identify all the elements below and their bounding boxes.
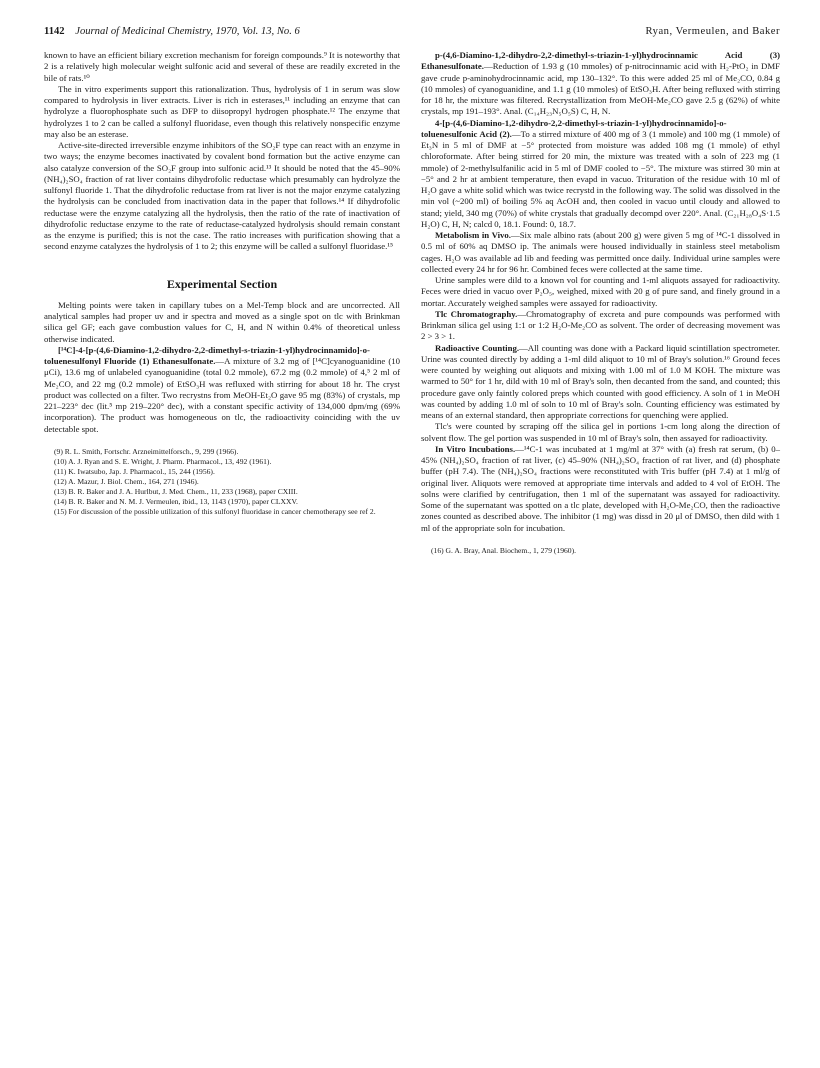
method-text: —All counting was done with a Packard liquid scintillation spectrometer. Urine was counted directly by adding a 1-ml dild aliquot to 10 ml of Bray's solution.¹⁶ Ground feces were counted by weighing out aliquots and mixing with 1.00 ml of 1.0 M KOH. The mixture was warmed to 50° for 1 hr, dild with 10 ml of Bray's soln, then decanted from the sand, and counted; this procedure gave only faintly colored preps which counted with good efficiency. A soln of 1 in MeOH was counted by adding 1.0 ml of soln to 10 ml of Bray's soln. Counting efficiency was estimated by means of an external standard, then appropriate corrections for quenching were applied. [421,342,780,420]
footnote: (16) G. A. Bray, Anal. Biochem., 1, 279 (1960). [431,545,577,555]
footnote: (14) B. R. Baker and N. M. J. Vermeulen, ibid., 13, 1143 (1970), paper CLXXV. [54,496,298,506]
method-title: Tlc Chromatography. [435,308,518,319]
footnote: (13) B. R. Baker and J. A. Hurlbut, J. Med. Chem., 11, 233 (1968), paper CXIII. [54,486,298,496]
body-paragraph: Tlc's were counted by scraping off the silica gel in portions 1-cm long along the direction of solvent flow. The gel portion was suspended in 10 ml of Bray's soln, then assayed for radioactivity. [421,421,780,443]
section-heading: Experimental Section [166,276,278,291]
left-column [44,50,400,517]
method-paragraph [421,309,780,343]
footnote: (10) A. J. Ryan and S. E. Wright, J. Pharm. Pharmacol., 13, 492 (1961). [54,456,272,466]
compound-paragraph [421,118,780,231]
compound-procedure: —A mixture of 3.2 mg of [¹⁴C]cyanoguanidine (10 μCi), 13.6 mg of unlabeled cyanoguanidine (total 0.2 mmole), 67.2 mg (0.2 mmole) of 4,⁵ 2 ml of Me₂CO, and 22 mg (0.2 mmole) of EtSO₃H was refluxed with stirring for about 18 hr. The cryst product was collected on a filter. Two recrystns from MeOH-Et₂O gave 95 mg (83%) of crystals, mp 221–223° dec (lit.⁵ mp 219–220° dec), with a constant specific activity of 134,000 dpm/mg (69% incorporation). The product was homogeneous on tlc, the radioactivity coinciding with the uv detectable spot. [44,356,400,434]
footnote: (12) A. Mazur, J. Biol. Chem., 164, 271 (1946). [54,476,199,486]
compound-procedure: —Reduction of 1.93 g (10 mmoles) of p-nitrocinnamic acid with H₂-PtO₂ in DMF gave crude p-aminohydrocinnamic acid, mp 130–132°. To this were added 25 ml of Me₂CO, 0.84 g (10 mmoles) of cyanoguanidine, and 1.1 g (10 mmoles) of EtSO₃H. After being refluxed with stirring for 18 hr, the mixture was filtered. Recrystallization from MeOH-Me₂CO gave 2.5 g (62%) of white crystals, mp 191–193°. Anal. (C₁₄H₂₃N₅O₅S) C, H, N. [421,61,780,117]
body-paragraph: Active-site-directed irreversible enzyme inhibitors of the SO₂F type can react with an enzyme in two ways; the enzyme becomes inactivated by covalent bond formation but the active enzyme can also catalyze conversion of the SO₂F group into sulfonic acid.¹³ It should be noted that the 45–90% (NH₄)₂SO₄ fraction of rat liver contains dihydrofolic reductase which presumably can hydrolyze the sulfonyl fluoride 1. That the dihydrofolic reductase from rat liver is not the major enzyme catalyzing the hydrolysis can be concluded from inactivation data in the paper that follows.¹⁴ If dihydrofolic reductase were the enzyme catalyzing all the hydrolysis, then the ratio of the rate of inactivation of dihydrofolic reductase enzyme to the rate of reductase-catalyzed hydrolysis should remain constant as the enzyme is purified; this is not the case. The ratio increases with purification showing that a second enzyme catalyzes the hydrolysis of 1 to 2; this enzyme will be called a sulfonyl fluoridase.¹⁵ [44,140,400,252]
compound-title: 4-[p-(4,6-Diamino-1,2-dihydro-2,2-dimethyl-s-triazin-1-yl)hydrocinnamido]-o-toluenesulfonic Acid (2). [421,117,727,139]
method-text: —¹⁴C-1 was incubated at 1 mg/ml at 37° with (a) fresh rat serum, (b) 0–45% (NH₄)₂SO₄ fraction of rat liver, (c) 45–90% (NH₄)₂SO₄ fraction of rat liver, and (d) phosphate buffer (pH 7.4). The (NH₄)₂SO₄ fractions were reconstituted with Tris buffer (pH 7.4) at 1 ml/g of original liver. Aliquots were removed at appropriate time intervals and added to 4 vol of EtOH. The solns were clarified by centrifugation, then 1 ml of the supernatant was assayed for radioactivity. Some of the supernatant was spotted on a tlc plate, developed with H₂O-Me₂CO, then the radioactive zones counted as described above. The inhibitor (1 mg) was dissd in 20 μl of DMSO, then dild with 1 ml of the appropriate soln for incubation. [421,443,780,533]
method-title: In Vitro Incubations. [435,443,516,454]
right-column [421,50,780,556]
compound-title: p-(4,6-Diamino-1,2-dihydro-2,2-dimethyl-s-triazin-1-yl)hydrocinnamic Acid (3) Ethanesulfonate. [421,50,780,72]
compound-paragraph [44,345,400,435]
compound-paragraph [421,50,780,118]
running-authors: Ryan, Vermeulen, and Baker [645,26,780,37]
compound-title: [¹⁴C]-4-[p-(4,6-Diamino-1,2-dihydro-2,2-dimethyl-s-triazin-1-yl)hydrocinnamido]-o-toluenesulfonyl Fluoride (1) Ethanesulfonate. [44,344,370,366]
method-paragraph [421,343,780,422]
body-paragraph: Urine samples were dild to a known vol for counting and 1-ml aliquots assayed for radioactivity. Feces were dried in vacuo over P₂O₅, weighed, mixed with 20 g of pure sand, and finely ground in a mortar. Accurately weighed samples were assayed for radioactivity. [421,275,780,308]
body-paragraph: The in vitro experiments support this rationalization. Thus, hydrolysis of 1 in serum was slow compared to hydrolysis in liver extracts. Liver is rich in esterases,¹¹ including an enzyme that can hydrolyze a fluorophosphate such as DFP to diisopropyl hydrogen phosphate.¹² The enzyme that hydrolyzes 1 to 2 can be called a sulfonyl fluoridase, even though this relatively nonspecific enzyme may also be an esterase. [44,83,400,139]
body-paragraph: known to have an efficient biliary excretion mechanism for foreign compounds.⁹ It is noteworthy that 2 is a relatively high molecular weight sulfonic acid and several of these are readily excreted in the bile of rats.¹⁰ [44,50,400,83]
footnote: (9) R. L. Smith, Fortschr. Arzneimittelforsch., 9, 299 (1966). [54,446,239,456]
footnote: (15) For discussion of the possible utilization of this sulfonyl fluoridase in cancer chemotherapy see ref 2. [54,506,376,516]
compound-procedure: —To a stirred mixture of 400 mg of 3 (1 mmole) and 100 mg (1 mmole) of Et₃N in 5 ml of DMF at −5° protected from moisture was added 108 mg (1 mmole) of ethyl chloroformate. After being stirred for 20 min, the mixture was treated with a soln of 223 mg (1 mmole) of 2-methylsulfanilic acid in 5 ml of DMF cooled to −5°. The mixture was stirred 30 min at −5° and 2 hr at ambient temperature, then evapd in vacuo. Trituration of the residue with 10 ml of H₂O gave a white solid which was twice recrystd in the following way. The solid was dissolved in the min vol (~200 ml) of boiling 5% aq AcOH and, then cooled in vacuo until cloudy and allowed to stand; yield, 340 mg (70%) of white crystals that gradually decompd over 220°. Anal. (C₂₁H₂₈O₄S·1.5 H₂O) C, H, N; calcd 0, 18.1. Found: 0, 18.7. [421,128,780,229]
footnote: (11) K. Iwatsubo, Jap. J. Pharmacol., 15, 244 (1956). [54,466,215,476]
footnotes [44,447,400,517]
method-paragraph [421,444,780,534]
method-title: Metabolism in Vivo. [435,230,511,240]
journal-citation: Journal of Medicinal Chemistry, 1970, Vol. 13, No. 6 [75,26,300,37]
body-paragraph: Melting points were taken in capillary tubes on a Mel-Temp block and are uncorrected. All analytical samples had proper uv and ir spectra and moved as a single spot on tlc with Brinkman silica gel GF; each gave combustion values for C, H, and N within 0.4% of theoretical unless otherwise indicated. [44,299,400,344]
method-paragraph [421,230,780,275]
method-text: —Chromatography of excreta and pure compounds was performed with Brinkman silica gel using 1:1 or 1:2 H₂O-Me₂CO as solvent. The order of decreasing movement was 2 > 3 > 1. [421,308,781,342]
method-text: —Six male albino rats (about 200 g) were given 5 mg of ¹⁴C-1 dissolved in 0.5 ml of 60% aq DMSO ip. The animals were housed individually in stainless steel metabolism cages. H₂O was available ad lib and feeding was permitted once daily. Individual urine samples were collected every 24 hr for 96 hr. Combined feces were collected at the same time. [421,230,780,274]
method-title: Radioactive Counting. [435,342,520,353]
footnotes [421,546,780,556]
page-number: 1142 [44,26,65,37]
running-header [44,26,780,42]
